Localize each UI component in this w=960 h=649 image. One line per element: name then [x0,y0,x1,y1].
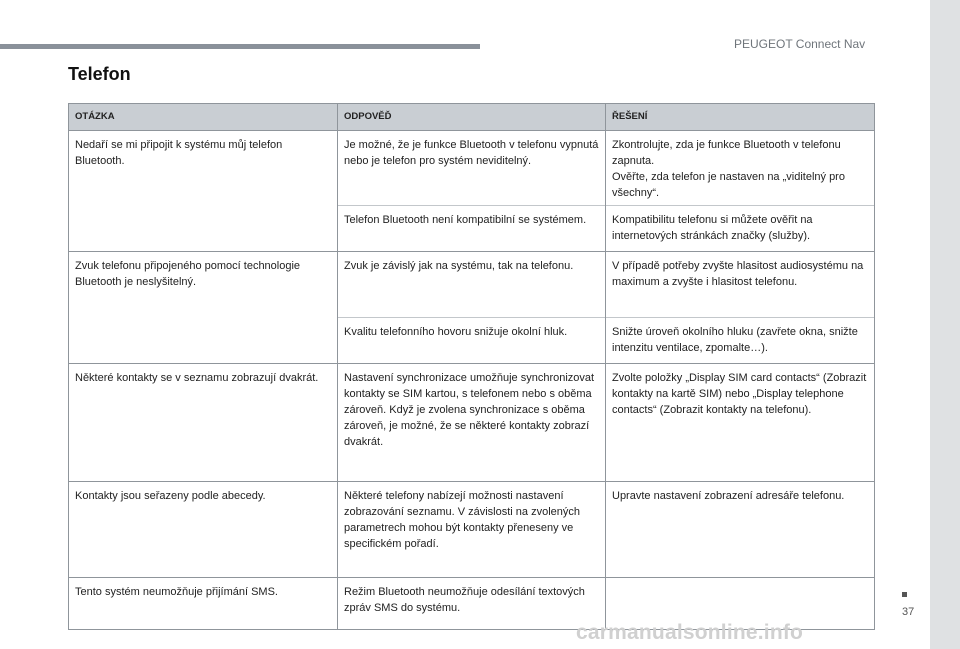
question-cell: Kontakty jsou seřazeny podle abecedy. [69,482,338,578]
answer-cell: Režim Bluetooth neumožňuje odesílání textových zpráv SMS do systému. [338,578,606,630]
answer-cell: Některé telefony nabízejí možnosti nastavení zobrazování seznamu. V závislosti na zvolených parametrech mohou být kontakty přeneseny ve specifickém pořadí. [338,482,606,578]
table-row [69,482,875,578]
answer-cell: Telefon Bluetooth není kompatibilní se systémem. [338,206,606,252]
table-body [69,131,875,630]
watermark: carmanualsonline.info [576,621,804,644]
answer-cell: Kvalitu telefonního hovoru snižuje okolní hluk. [338,318,606,364]
solution-cell: Kompatibilitu telefonu si můžete ověřit na internetových stránkách značky (služby). [606,206,875,252]
solution-cell: V případě potřeby zvyšte hlasitost audiosystému na maximum a zvyšte i hlasitost telefonu. [606,252,875,318]
column-header-answer: ODPOVĚĎ [338,104,606,131]
header-accent-bar [0,44,480,49]
column-header-question: OTÁZKA [69,104,338,131]
solution-cell: Zkontrolujte, zda je funkce Bluetooth v telefonu zapnuta. Ověřte, zda telefon je nastaven na „viditelný pro všechny“. [606,131,875,206]
brand-label: PEUGEOT Connect Nav [734,37,866,51]
page-title: Telefon [68,64,131,84]
question-cell: Nedaří se mi připojit k systému můj telefon Bluetooth. [69,131,338,252]
solution-cell: Snižte úroveň okolního hluku (zavřete okna, snižte intenzitu ventilace, zpomalte…). [606,318,875,364]
troubleshooting-table [68,103,875,630]
answer-cell: Zvuk je závislý jak na systému, tak na telefonu. [338,252,606,318]
solution-cell: Upravte nastavení zobrazení adresáře telefonu. [606,482,875,578]
table-row [69,252,875,318]
solution-cell: Zvolte položky „Display SIM card contacts“ (Zobrazit kontakty na kartě SIM) nebo „Display telephone contacts“ (Zobrazit kontakty na telefonu). [606,364,875,482]
page-number: 37 [902,606,915,618]
table-row [69,131,875,206]
column-header-solution: ŘEŠENÍ [606,104,875,131]
table-row [69,364,875,482]
question-cell: Některé kontakty se v seznamu zobrazují dvakrát. [69,364,338,482]
table-header-row [69,104,875,131]
answer-cell: Je možné, že je funkce Bluetooth v telefonu vypnutá nebo je telefon pro systém neviditelný. [338,131,606,206]
question-cell: Zvuk telefonu připojeného pomocí technologie Bluetooth je neslyšitelný. [69,252,338,364]
question-cell: Tento systém neumožňuje přijímání SMS. [69,578,338,630]
page-side-strip [930,0,960,649]
page-marker [902,592,907,597]
answer-cell: Nastavení synchronizace umožňuje synchronizovat kontakty se SIM kartou, s telefonem nebo s oběma zároveň. Když je zvolena synchronizace s oběma zároveň, je možné, že se některé kontakty zobrazí dvakrát. [338,364,606,482]
